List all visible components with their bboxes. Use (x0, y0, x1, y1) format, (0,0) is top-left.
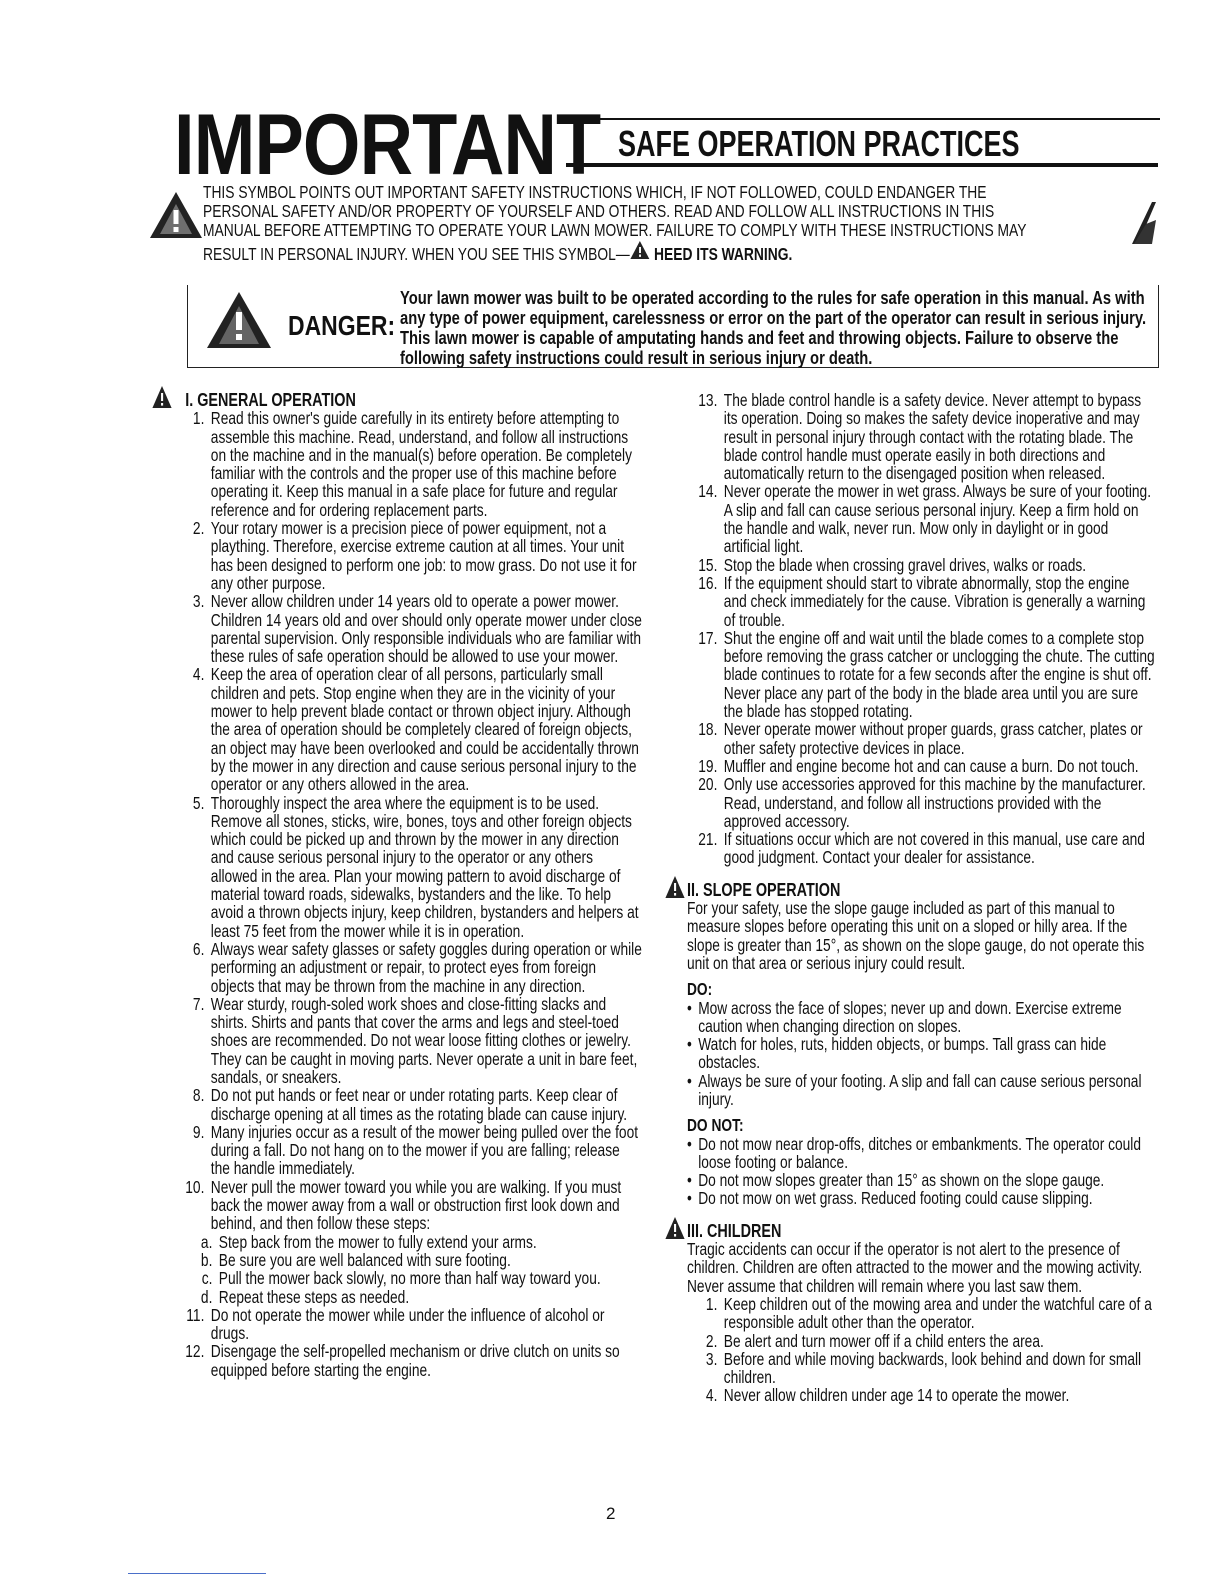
list-item (174, 1306, 642, 1343)
danger-text (400, 288, 1154, 368)
right-column (687, 391, 1155, 1405)
list-item (687, 629, 1155, 720)
item-number: 2. (192, 518, 205, 539)
donot-heading: DO NOT: (687, 1115, 744, 1136)
list-item (687, 720, 1155, 757)
page-number: 2 (606, 1504, 616, 1523)
item-text: Never pull the mower toward you while you are walking. If you must back the mower away from a wall or obstruction first look down and behind, and then follow these steps: (210, 1176, 622, 1234)
intro-notice (203, 183, 1033, 264)
item-number: 7. (192, 993, 205, 1014)
left-column (174, 391, 642, 1379)
bullet-item (687, 1072, 1155, 1109)
sub-list-item (174, 1233, 642, 1251)
item-number: 6. (192, 938, 205, 959)
children-text: Tragic accidents can occur if the operator is not alert to the presence of children. Children are often attracted to the mower and the mowing activity. Never assume that children will remain where you last saw them. (687, 1239, 1143, 1296)
item-text: Do not operate the mower while under the influence of alcohol or drugs. (210, 1304, 605, 1344)
item-number: 14. (698, 481, 718, 502)
item-number: 10. (185, 1176, 205, 1197)
item-number: a. (200, 1231, 213, 1252)
item-text: Always wear safety glasses or safety goggles during operation or while performing an adjustment or repair, to protect eyes from foreign objects that may be thrown from the machine in any direction. (210, 938, 642, 996)
item-text: If situations occur which are not covered in this manual, use care and good judgment. Contact your dealer for assistance. (723, 829, 1145, 868)
item-text: Many injuries occur as a result of the mower being pulled over the foot during a fall. Do not hang on to the mower if you are falling; release the handle immediately. (210, 1121, 639, 1179)
bullet-text: Do not mow on wet grass. Reduced footing could cause slipping. (698, 1188, 1093, 1209)
item-text: Read this owner's guide carefully in its entirety before attempting to assemble this machine. Read, understand, and follow all instructions on the machine and in the manual(s) before operation. Be completely familiar with the controls and the proper use of this machine before operating it. Keep this manual in a safe place for future and regular reference and for ordering replacement parts. (210, 408, 632, 520)
warning-triangle-icon (148, 190, 204, 245)
general-list (174, 409, 642, 1232)
item-text: Repeat these steps as needed. (218, 1286, 410, 1307)
bullet-item (687, 1171, 1155, 1189)
item-number: b. (200, 1249, 213, 1270)
general-list-after (174, 1306, 642, 1379)
list-item (174, 592, 642, 665)
item-number: d. (200, 1286, 213, 1307)
page-title: IMPORTANT (174, 97, 601, 193)
intro-heed: HEED ITS WARNING. (654, 244, 793, 264)
item-text: Before and while moving backwards, look behind and down for small children. (723, 1348, 1142, 1388)
bullet-text: Always be sure of your footing. A slip and fall can cause serious personal injury. (698, 1070, 1142, 1109)
warning-triangle-icon (152, 385, 173, 412)
general-heading: I. GENERAL OPERATION (185, 390, 356, 410)
bullet-item (687, 1135, 1155, 1172)
item-number: 4. (192, 664, 205, 685)
list-item (687, 1350, 1155, 1387)
list-item (687, 574, 1155, 629)
item-text: Muffler and engine become hot and can cause a burn. Do not touch. (723, 755, 1139, 776)
bullet-icon: • (687, 1133, 692, 1154)
item-number: 11. (186, 1304, 205, 1325)
item-number: 13. (698, 390, 718, 410)
list-item (687, 556, 1155, 574)
list-item (174, 1342, 642, 1379)
bullet-icon: • (687, 1170, 692, 1191)
bullet-item (687, 1189, 1155, 1207)
item-number: 20. (698, 774, 718, 795)
item-text: Never operate mower without proper guards, grass catcher, plates or other safety protective devices in place. (723, 719, 1143, 758)
item-text: Never operate the mower in wet grass. Always be sure of your footing. A slip and fall can cause serious personal injury. Keep a firm hold on the handle and walk, never run. Mow only in daylight or in good artificial light. (723, 481, 1152, 557)
list-item (174, 519, 642, 592)
item-number: 2. (705, 1330, 718, 1351)
slope-section (687, 881, 1155, 899)
item-text: Wear sturdy, rough-soled work shoes and close-fitting slacks and shirts. Shirts and pants that cover the arms and legs and steel-toed shoes are recommended. Do not wear loose fitting clothes or jewelry. They can be caught in moving parts. Never operate a unit in bare feet, sandals, or sneakers. (210, 993, 638, 1087)
item-number: 12. (185, 1341, 205, 1362)
children-section (687, 1222, 1155, 1240)
list-item (174, 1086, 642, 1123)
item-number: 19. (698, 755, 718, 776)
bullet-icon: • (687, 1034, 692, 1055)
bullet-text: Mow across the face of slopes; never up and down. Exercise extreme caution when changing direction on slopes. (698, 997, 1122, 1036)
item-text: The blade control handle is a safety device. Never attempt to bypass its operation. Doing so makes the safety device inoperative and may result in personal injury through contact with the rotating blade. The blade control handle must operate easily in both directions and automatically return to the disengaged position when released. (723, 390, 1142, 484)
item-text: Your rotary mower is a precision piece of power equipment, not a plaything. Therefore, exercise extreme caution at all times. Your unit has been designed to perform one job: to mow grass. Do not use it for any other purpose. (210, 518, 637, 593)
warning-triangle-icon (665, 875, 686, 902)
item-number: 16. (698, 572, 718, 593)
general-section (174, 391, 642, 409)
list-item (687, 775, 1155, 830)
list-item (174, 1178, 642, 1233)
list-item (687, 1386, 1155, 1404)
list-item (687, 830, 1155, 867)
sub-list-item (174, 1288, 642, 1306)
donot-list (687, 1135, 1155, 1208)
item-number: 4. (705, 1385, 718, 1406)
item-number: 1. (192, 408, 205, 429)
danger-label: DANGER: (288, 310, 396, 341)
title-rule (566, 163, 1158, 167)
bullet-text: Do not mow near drop-offs, ditches or embankments. The operator could loose footing or balance. (698, 1133, 1141, 1172)
item-number: c. (201, 1268, 213, 1289)
list-item (687, 482, 1155, 555)
bullet-text: Do not mow slopes greater than 15° as shown on the slope gauge. (698, 1170, 1105, 1191)
item-number: 3. (705, 1348, 718, 1369)
sub-list-item (174, 1269, 642, 1287)
item-text: Thoroughly inspect the area where the equipment is to be used. Remove all stones, sticks, wire, bones, toys and other foreign objects which could be picked up and thrown by the mower in any direction and cause serious personal injury to the operator or any others allowed in the area. Plan your mowing pattern to avoid discharge of material toward roads, sidewalks, bystanders and the like. To help avoid a thrown objects injury, keep children, bystanders and helpers at least 75 feet from the mower while it is in operation. (210, 792, 639, 941)
item-text: Do not put hands or feet near or under rotating parts. Keep clear of discharge opening at all times as the rotating blade can cause injury. (210, 1085, 628, 1124)
item-number: 17. (698, 627, 718, 648)
bullet-icon: • (687, 1070, 692, 1091)
warning-triangle-icon (665, 1216, 686, 1243)
bullet-icon: • (687, 997, 692, 1018)
title-rule-top (592, 118, 1160, 120)
item-text: Keep children out of the mowing area and under the watchful care of a responsible adult other than the operator. (723, 1293, 1152, 1333)
item-number: 1. (705, 1293, 718, 1314)
item-text: Stop the blade when crossing gravel drives, walks or roads. (723, 554, 1087, 575)
item-number: 21. (698, 829, 718, 850)
list-item (687, 391, 1155, 482)
item-text: Step back from the mower to fully extend your arms. (218, 1231, 537, 1252)
children-list (687, 1295, 1155, 1405)
item-number: 8. (192, 1085, 205, 1106)
general-sublist (174, 1233, 642, 1306)
list-item (174, 940, 642, 995)
warning-triangle-icon (205, 290, 273, 355)
item-number: 15. (698, 554, 718, 575)
item-number: 9. (192, 1121, 205, 1142)
item-text: Never allow children under age 14 to operate the mower. (723, 1385, 1070, 1406)
bullet-text: Watch for holes, ruts, hidden objects, or bumps. Tall grass can hide obstacles. (698, 1034, 1107, 1073)
children-heading: III. CHILDREN (687, 1220, 782, 1241)
page-subtitle: SAFE OPERATION PRACTICES (618, 123, 1020, 164)
item-text: Pull the mower back slowly, no more than half way toward you. (218, 1268, 601, 1289)
item-text: Be sure you are well balanced with sure footing. (218, 1249, 511, 1270)
item-text: Keep the area of operation clear of all persons, particularly small children and pets. Stop engine when they are in the vicinity of your mower to help prevent blade contact or thrown object injury. Although the area of operation should be completely cleared of foreign objects, an object may have been overlooked and could be accidentally thrown by the mower in any direction and cause serious personal injury to the operator or any others allowed in the area. (210, 664, 639, 795)
list-item (687, 1295, 1155, 1332)
list-item (174, 665, 642, 793)
list-item (687, 1332, 1155, 1350)
list-item (174, 794, 642, 940)
bullet-item (687, 1035, 1155, 1072)
do-heading: DO: (687, 979, 713, 1000)
general-list-continued (687, 391, 1155, 867)
bullet-item (687, 999, 1155, 1036)
slope-heading: II. SLOPE OPERATION (687, 879, 841, 900)
list-item (174, 409, 642, 519)
warning-triangle-icon (630, 240, 651, 264)
list-item (174, 1123, 642, 1178)
danger-paragraph: Your lawn mower was built to be operated according to the rules for safe operation in this manual. As with any type of power equipment, carelessness or error on the part of the operator can result in serious injury. This lawn mower is capable of amputating hands and feet and throwing objects. Failure to observe the following safety instructions could result in serious injury or death. (400, 288, 1147, 368)
item-number: 18. (698, 719, 718, 740)
list-item (687, 757, 1155, 775)
bullet-icon: • (687, 1188, 692, 1209)
item-number: 5. (192, 792, 205, 813)
item-text: Be alert and turn mower off if a child enters the area. (723, 1330, 1044, 1351)
footer-link-line (128, 1573, 266, 1574)
do-list (687, 999, 1155, 1109)
intro-text: THIS SYMBOL POINTS OUT IMPORTANT SAFETY INSTRUCTIONS WHICH, IF NOT FOLLOWED, COULD ENDANGER THE PERSONAL SAFETY AND/OR PROPERTY OF YOURSELF AND OTHERS. READ AND FOLLOW ALL INSTRUCTIONS IN THIS MANUAL BEFORE ATTEMPTING TO OPERATE YOUR LAWN MOWER. FAILURE TO COMPLY WITH THESE INSTRUCTIONS MAY RESULT IN PERSONAL INJURY. WHEN YOU SEE THIS SYMBOL— (203, 182, 1027, 264)
slope-text: For your safety, use the slope gauge included as part of this manual to measure slopes before operating this unit on a sloped or hilly area. If the slope is greater than 15°, as shown on the slope gauge, do not operate this unit on that area or serious injury could result. (687, 898, 1145, 973)
item-text: Disengage the self-propelled mechanism or drive clutch on units so equipped before starting the engine. (210, 1341, 620, 1380)
sub-list-item (174, 1251, 642, 1269)
item-text: If the equipment should start to vibrate abnormally, stop the engine and check immediately for the cause. Vibration is generally a warning of trouble. (723, 572, 1146, 630)
warning-mark-icon (1130, 200, 1156, 251)
item-text: Only use accessories approved for this machine by the manufacturer. Read, understand, and follow all instructions provided with the approved accessory. (723, 774, 1146, 831)
item-text: Shut the engine off and wait until the blade comes to a complete stop before removing the grass catcher or unclogging the chute. The cutting blade continues to rotate for a few seconds after the engine is shut off. Never place any part of the body in the blade area until you are sure the blade has stopped rotating. (723, 627, 1155, 722)
item-text: Never allow children under 14 years old to operate a power mower. Children 14 years old and over should only operate mower under close parental supervision. Only responsible individuals who are familiar with these rules of safe operation should be allowed to use your mower. (210, 591, 642, 667)
item-number: 3. (192, 591, 205, 612)
list-item (174, 995, 642, 1086)
